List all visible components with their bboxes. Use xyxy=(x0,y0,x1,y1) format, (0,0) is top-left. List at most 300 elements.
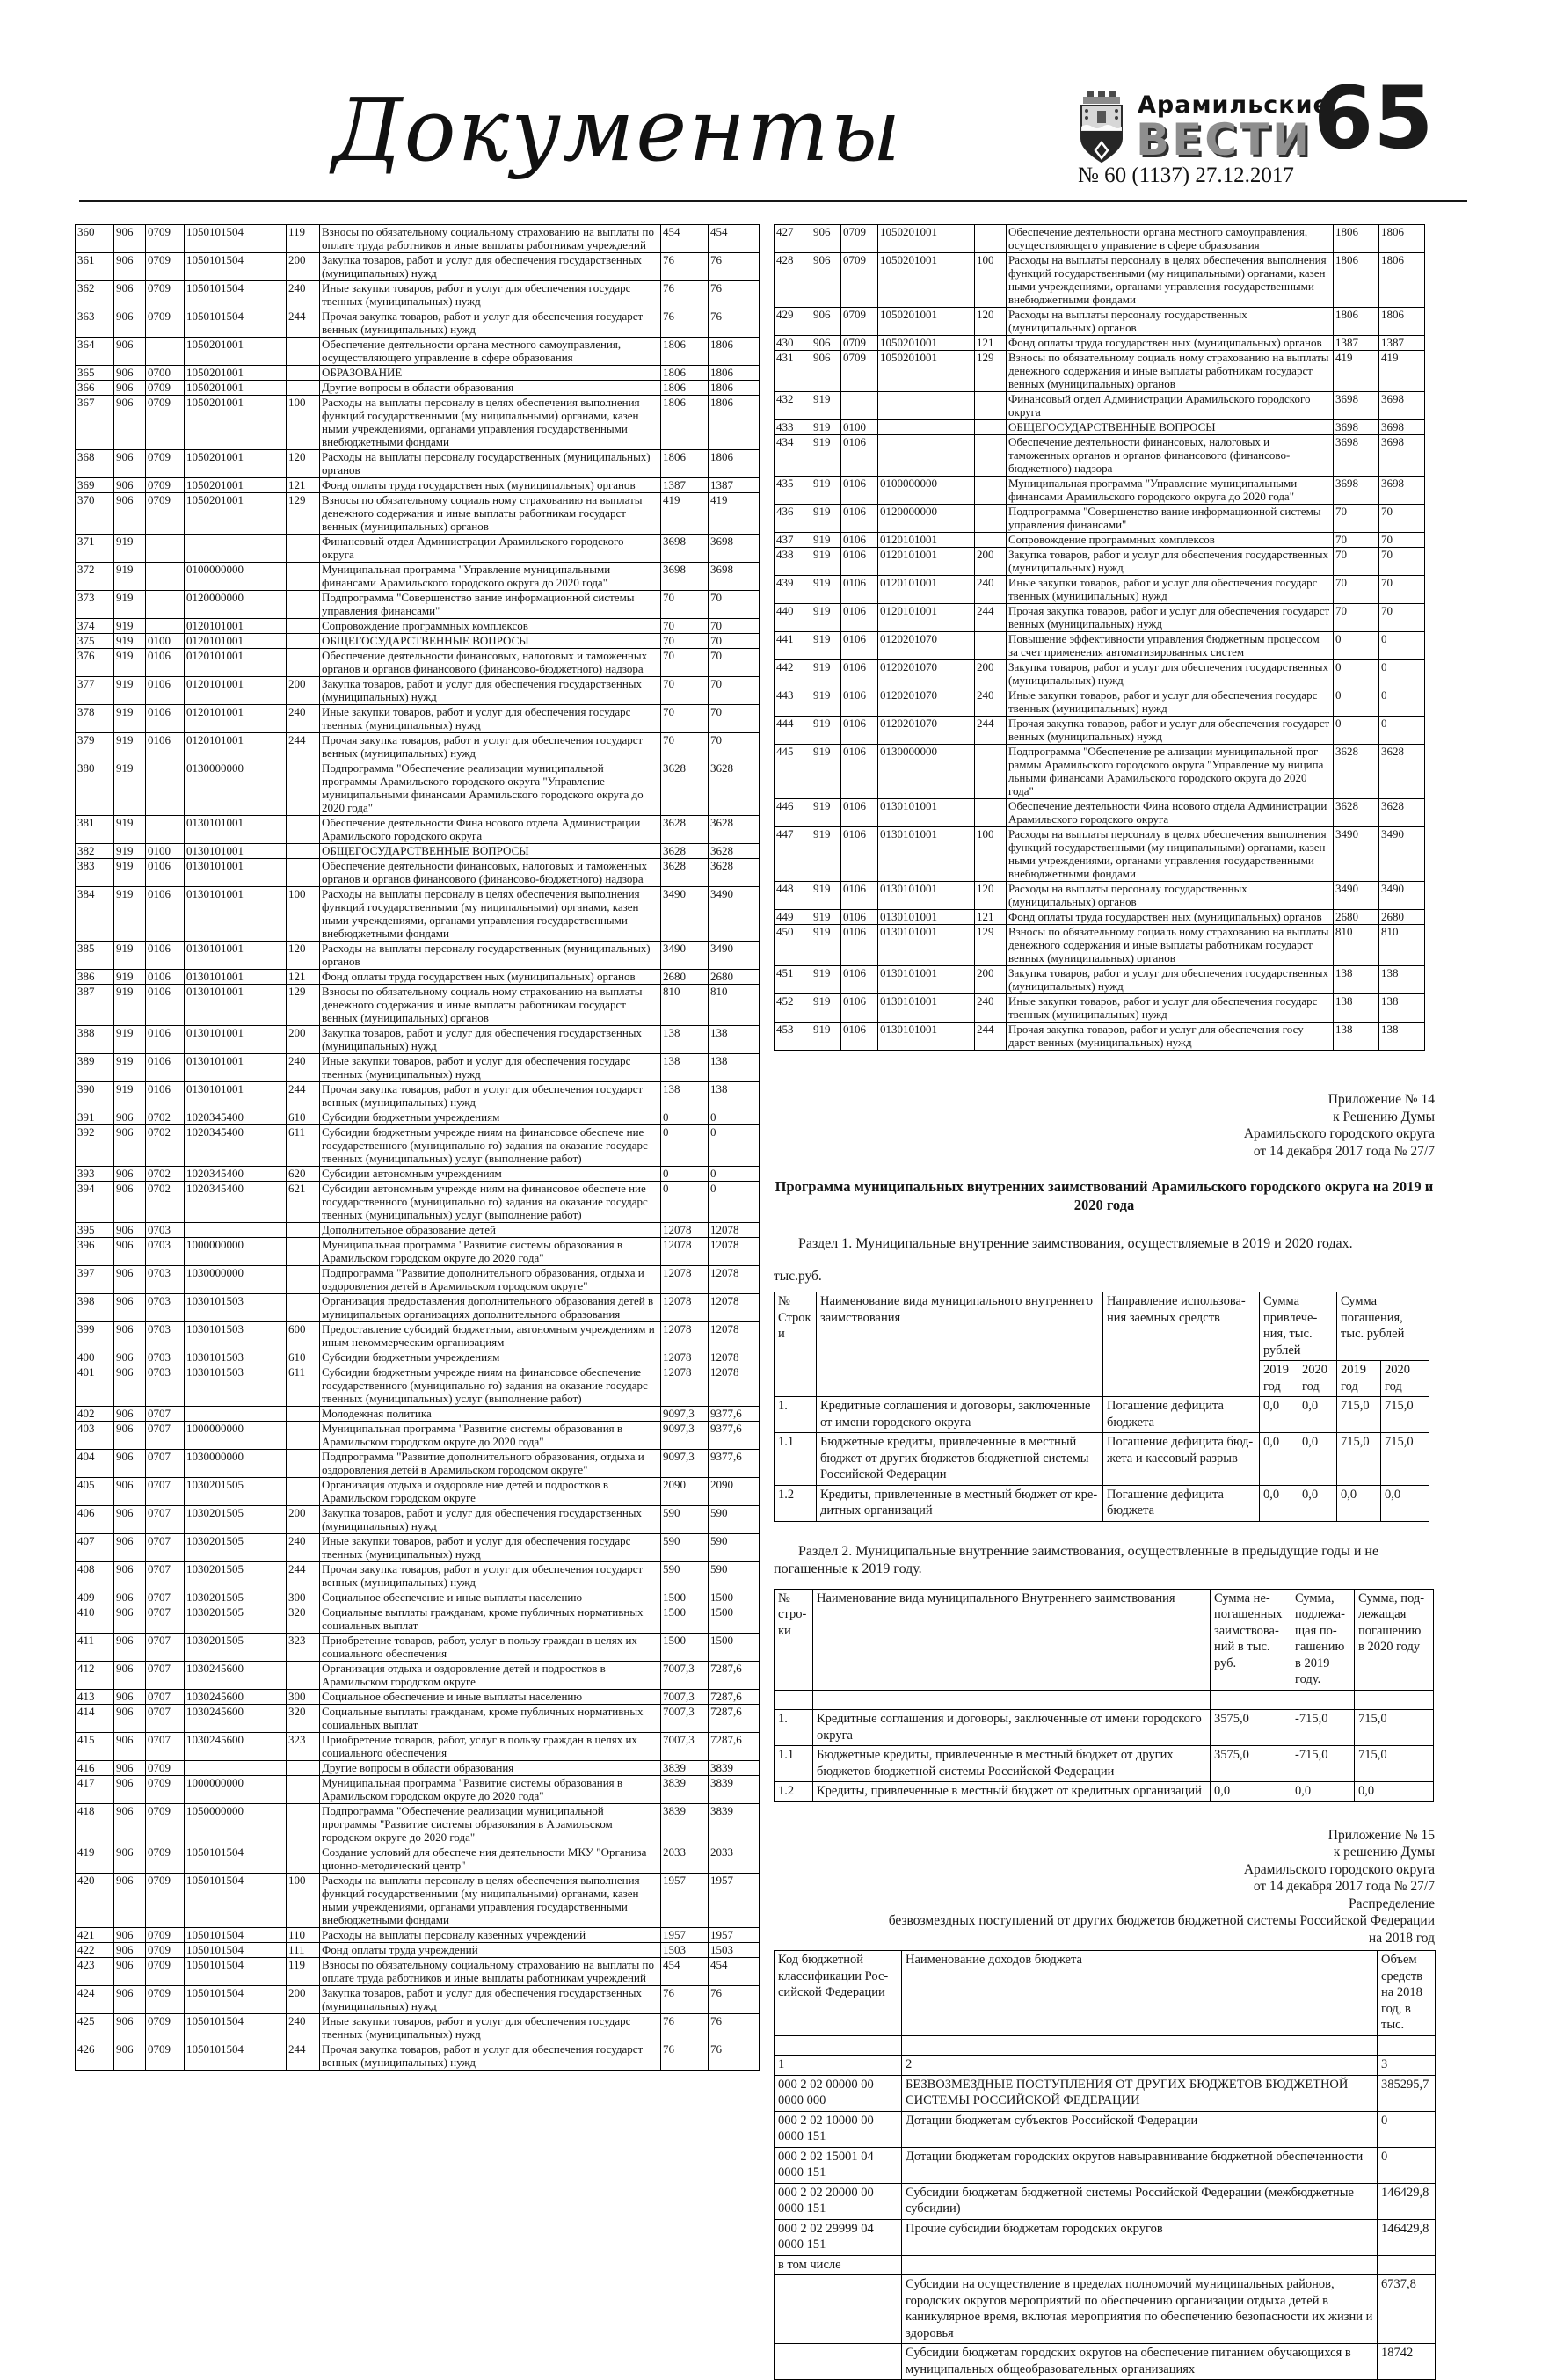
table-cell: Подпрограмма "Развитие дополнительного образования, отдыха и оздоровления детей в Арамильском городском округе" xyxy=(320,1266,661,1294)
table-cell: 70 xyxy=(1379,576,1425,604)
table-row xyxy=(76,1690,760,1705)
table-cell: 1030101503 xyxy=(185,1322,287,1350)
table-cell: 377 xyxy=(76,677,114,705)
table-row xyxy=(76,985,760,1026)
table-cell: 146429,8 xyxy=(1378,2183,1436,2219)
table-cell: 3839 xyxy=(661,1804,709,1845)
table-cell: 0 xyxy=(1334,632,1379,660)
table-cell: 3490 xyxy=(1379,827,1425,882)
table-row xyxy=(775,1292,1429,1361)
table-cell: 320 xyxy=(287,1705,320,1733)
table-cell xyxy=(975,505,1007,533)
table-cell: 0709 xyxy=(146,225,185,253)
table-row xyxy=(76,309,760,338)
table-row xyxy=(76,1450,760,1478)
table-cell: 448 xyxy=(775,882,811,910)
table-cell: 70 xyxy=(709,634,760,649)
table-cell xyxy=(902,2035,1378,2056)
table-row xyxy=(76,1705,760,1733)
table-cell: 0120101001 xyxy=(878,548,975,576)
table-cell: 3698 xyxy=(1379,477,1425,505)
table-row xyxy=(775,548,1425,576)
table-cell: 12078 xyxy=(709,1350,760,1365)
table-cell: 7287,6 xyxy=(709,1705,760,1733)
table-cell: 0709 xyxy=(146,396,185,450)
table-cell: Прочая закупка товаров, работ и услуг для обеспечения государст венных (муниципальных) нужд xyxy=(1007,604,1334,632)
table-cell: 1806 xyxy=(1334,308,1379,336)
table-cell xyxy=(287,816,320,844)
table-cell xyxy=(975,533,1007,548)
table-cell: 919 xyxy=(114,887,146,942)
table-row xyxy=(775,1782,1434,1802)
table-cell: 76 xyxy=(661,253,709,281)
table-cell: 0106 xyxy=(841,882,878,910)
table-row xyxy=(76,563,760,591)
table-cell: 244 xyxy=(975,1023,1007,1051)
table-cell: 1806 xyxy=(661,338,709,366)
table-cell: 362 xyxy=(76,281,114,309)
table-cell: 1030201505 xyxy=(185,1562,287,1590)
table-cell: 0707 xyxy=(146,1705,185,1733)
appendix15-reference xyxy=(774,1827,1435,1947)
table-cell: 403 xyxy=(76,1422,114,1450)
table-cell: 1050101504 xyxy=(185,309,287,338)
table-cell: 919 xyxy=(114,970,146,985)
table-cell: 590 xyxy=(661,1506,709,1534)
table-cell: 1387 xyxy=(1379,336,1425,351)
table-cell: Муниципальная программа "Управление муниципальными финансами Арамильского городского округа до 2020 года" xyxy=(320,563,661,591)
table-cell xyxy=(287,1422,320,1450)
table-header-cell: Объем средств на 2018 год, в тыс. xyxy=(1378,1951,1436,2036)
table-cell: Фонд оплаты труда государствен ных (муниципальных) органов xyxy=(320,970,661,985)
table-cell: Субсидии бюджетным учреждениям xyxy=(320,1350,661,1365)
table-cell: 76 xyxy=(661,309,709,338)
ref-line: на 2018 год xyxy=(1368,1930,1435,1946)
table-cell: 370 xyxy=(76,493,114,535)
table-cell: 1030201505 xyxy=(185,1506,287,1534)
table-cell: 906 xyxy=(114,1845,146,1874)
table-cell: Финансовый отдел Администрации Арамильского городского округа xyxy=(320,535,661,563)
table-cell: 906 xyxy=(114,493,146,535)
table-row xyxy=(76,619,760,634)
table-cell: 0709 xyxy=(146,1761,185,1776)
ref-line: Арамильского городского округа xyxy=(1243,1126,1435,1141)
table-cell: 0709 xyxy=(146,1776,185,1804)
table-cell: 0106 xyxy=(841,505,878,533)
table-cell: 3698 xyxy=(1334,477,1379,505)
table-cell: 410 xyxy=(76,1605,114,1634)
table-cell: Фонд оплаты труда учреждений xyxy=(320,1943,661,1958)
table-cell: ОБЩЕГОСУДАРСТВЕННЫЕ ВОПРОСЫ xyxy=(320,844,661,859)
table-cell: 0 xyxy=(1378,2111,1436,2147)
table-cell: 2033 xyxy=(661,1845,709,1874)
table-cell: 906 xyxy=(114,1928,146,1943)
table-row xyxy=(775,477,1425,505)
table-cell: 0707 xyxy=(146,1590,185,1605)
table-cell xyxy=(287,1407,320,1422)
table-row xyxy=(775,1710,1434,1746)
table-row xyxy=(76,1562,760,1590)
table-cell: 3628 xyxy=(709,844,760,859)
table-cell: 906 xyxy=(114,1110,146,1125)
table-cell xyxy=(775,2035,902,2056)
table-cell: Обеспечение деятельности органа местного самоуправления, осуществляющего управление в сфере образования xyxy=(320,338,661,366)
table-cell: 0709 xyxy=(146,1943,185,1958)
table-cell: 7287,6 xyxy=(709,1662,760,1690)
table-cell: 1957 xyxy=(661,1874,709,1928)
table-cell: 200 xyxy=(975,660,1007,688)
table-cell: 401 xyxy=(76,1365,114,1407)
table-row xyxy=(76,1776,760,1804)
table-cell: 200 xyxy=(287,1026,320,1054)
table-cell: Обеспечение деятельности органа местного самоуправления, осуществляющего управление в сфере образования xyxy=(1007,225,1334,253)
table-cell: 454 xyxy=(661,225,709,253)
table-cell: 3490 xyxy=(1379,882,1425,910)
table-cell: 70 xyxy=(661,649,709,677)
table-row xyxy=(76,366,760,381)
table-cell: 453 xyxy=(775,1023,811,1051)
table-cell xyxy=(287,1662,320,1690)
table-cell: -715,0 xyxy=(1291,1710,1355,1746)
table-cell: Погашение дефицита бюд- жета и кассовый разрыв xyxy=(1103,1433,1260,1486)
table-cell: 454 xyxy=(709,225,760,253)
table-cell: 76 xyxy=(709,309,760,338)
table-cell: Финансовый отдел Администрации Арамильского городского округа xyxy=(1007,392,1334,420)
table-cell: 70 xyxy=(709,619,760,634)
table-row xyxy=(775,2075,1436,2111)
table-row xyxy=(76,1223,760,1238)
table-cell: 378 xyxy=(76,705,114,733)
table-row xyxy=(76,761,760,816)
table-row xyxy=(775,1951,1436,2036)
table-cell: 000 2 02 15001 04 0000 151 xyxy=(775,2147,902,2183)
table-cell xyxy=(775,2275,902,2344)
table-cell: 12078 xyxy=(661,1238,709,1266)
table-cell: 3698 xyxy=(709,535,760,563)
table-cell: 402 xyxy=(76,1407,114,1422)
table-cell: 0106 xyxy=(841,576,878,604)
table-cell: 1050101504 xyxy=(185,253,287,281)
table-cell: 906 xyxy=(114,225,146,253)
table-cell: 446 xyxy=(775,799,811,827)
table-cell: 1 xyxy=(775,2056,902,2076)
table-cell: БЕЗВОЗМЕЗДНЫЕ ПОСТУПЛЕНИЯ ОТ ДРУГИХ БЮДЖЕТОВ БЮДЖЕТНОЙ СИСТЕМЫ РОССИЙСКОЙ ФЕДЕРАЦИИ xyxy=(902,2075,1378,2111)
table-cell: 715,0 xyxy=(1381,1397,1429,1433)
table-cell: 906 xyxy=(114,366,146,381)
table-cell: 0709 xyxy=(146,1928,185,1943)
table-cell: 146429,8 xyxy=(1378,2219,1436,2255)
table-cell: 0707 xyxy=(146,1422,185,1450)
table-cell: 0,0 xyxy=(1260,1397,1298,1433)
table-cell: 70 xyxy=(661,733,709,761)
table-row xyxy=(775,745,1425,799)
table-row xyxy=(775,2056,1436,2076)
table-cell: Повышение эффективности управления бюджетным процессом за счет применения автоматизированных систем xyxy=(1007,632,1334,660)
table-cell: 398 xyxy=(76,1294,114,1322)
table-cell: Субсидии автономным учреждениям xyxy=(320,1167,661,1182)
table-cell: 906 xyxy=(114,381,146,396)
table-cell xyxy=(287,1450,320,1478)
table-cell: 70 xyxy=(661,634,709,649)
table-cell xyxy=(185,1223,287,1238)
table-cell: Сопровождение программных комплексов xyxy=(320,619,661,634)
table-cell: 323 xyxy=(287,1733,320,1761)
table-cell: 1050201001 xyxy=(878,308,975,336)
table-cell: Дотации бюджетам городских округов навыравнивание бюджетной обеспеченности xyxy=(902,2147,1378,2183)
table-cell: 0106 xyxy=(841,799,878,827)
table-cell: 1050101504 xyxy=(185,281,287,309)
table-cell: 375 xyxy=(76,634,114,649)
table-cell: 1806 xyxy=(1379,225,1425,253)
ref-line: от 14 декабря 2017 года № 27/7 xyxy=(1253,1143,1435,1159)
table-cell: -715,0 xyxy=(1291,1746,1355,1782)
table-cell: 1030201505 xyxy=(185,1605,287,1634)
table-cell: 0106 xyxy=(841,1023,878,1051)
table-cell: Прочая закупка товаров, работ и услуг для обеспечения государст венных (муниципальных) нужд xyxy=(320,309,661,338)
table-cell: 138 xyxy=(661,1082,709,1110)
table-cell: 906 xyxy=(114,1590,146,1605)
left-column xyxy=(75,224,759,2071)
table-cell: 0700 xyxy=(146,366,185,381)
table-cell: 1957 xyxy=(709,1874,760,1928)
table-cell: Прочая закупка товаров, работ и услуг для обеспечения государст венных (муниципальных) нужд xyxy=(1007,717,1334,745)
table-cell xyxy=(287,634,320,649)
table-cell: 919 xyxy=(114,942,146,970)
table-cell xyxy=(841,392,878,420)
table-cell: 0707 xyxy=(146,1605,185,1634)
table-row xyxy=(76,396,760,450)
table-cell: 371 xyxy=(76,535,114,563)
table-cell: 111 xyxy=(287,1943,320,1958)
table-cell: 0130000000 xyxy=(878,745,975,799)
table-cell: 919 xyxy=(811,882,841,910)
table-cell: 70 xyxy=(1334,548,1379,576)
table-cell: 411 xyxy=(76,1634,114,1662)
table-cell: 240 xyxy=(287,705,320,733)
table-cell: Иные закупки товаров, работ и услуг для обеспечения государс твенных (муниципальных) нужд xyxy=(1007,576,1334,604)
table-cell: 240 xyxy=(287,2014,320,2042)
table-cell: 919 xyxy=(811,925,841,966)
table-cell: 0702 xyxy=(146,1167,185,1182)
table-cell: ОБЩЕГОСУДАРСТВЕННЫЕ ВОПРОСЫ xyxy=(1007,420,1334,435)
table-cell: 0120101001 xyxy=(878,576,975,604)
table-row xyxy=(775,225,1425,253)
table-cell: 438 xyxy=(775,548,811,576)
table-cell xyxy=(146,591,185,619)
table-cell: 76 xyxy=(661,281,709,309)
table-cell: 0106 xyxy=(146,733,185,761)
table-cell: 70 xyxy=(1334,505,1379,533)
table-cell: Сопровождение программных комплексов xyxy=(1007,533,1334,548)
table-cell: 919 xyxy=(114,859,146,887)
table-row xyxy=(775,1397,1429,1433)
table-cell xyxy=(1378,2035,1436,2056)
table-cell: Иные закупки товаров, работ и услуг для обеспечения государс твенных (муниципальных) нужд xyxy=(320,281,661,309)
table-cell: 407 xyxy=(76,1534,114,1562)
table-cell: 450 xyxy=(775,925,811,966)
table-row xyxy=(775,351,1425,392)
table-cell: 399 xyxy=(76,1322,114,1350)
table-cell: 3628 xyxy=(1334,745,1379,799)
table-cell: 0106 xyxy=(841,477,878,505)
table-cell: 320 xyxy=(287,1605,320,1634)
table-cell: 1050201001 xyxy=(185,493,287,535)
table-cell: 0702 xyxy=(146,1125,185,1167)
table-cell: 1050201001 xyxy=(185,450,287,478)
table-cell: 7007,3 xyxy=(661,1705,709,1733)
table-cell: 0130101001 xyxy=(185,942,287,970)
table-cell xyxy=(287,619,320,634)
table-cell: 0707 xyxy=(146,1690,185,1705)
table-cell: Субсидии автономным учрежде ниям на финансовое обеспече ние государственного (муниципально го) задания на оказание государс твенных (муниципальных) услуг (выполнение работ) xyxy=(320,1182,661,1223)
table-cell: 906 xyxy=(114,1450,146,1478)
table-cell: 200 xyxy=(975,548,1007,576)
table-row xyxy=(775,1433,1429,1486)
table-cell: 1500 xyxy=(709,1634,760,1662)
table-cell: 385 xyxy=(76,942,114,970)
table-cell: 0106 xyxy=(841,548,878,576)
table-cell: 7287,6 xyxy=(709,1690,760,1705)
table-cell: 6737,8 xyxy=(1378,2275,1436,2344)
table-cell: 323 xyxy=(287,1634,320,1662)
table-cell: 3 xyxy=(1378,2056,1436,2076)
table-cell: 138 xyxy=(1334,994,1379,1023)
table-row xyxy=(775,1690,1434,1710)
table-cell: 120 xyxy=(975,882,1007,910)
table-cell: 9097,3 xyxy=(661,1450,709,1478)
table-cell: Расходы на выплаты персоналу в целях обеспечения выполнения функций государственными (му ниципальными) органами, казен ными учреждениями, органами управления государственными внебюджетными фондами xyxy=(320,1874,661,1928)
table-row xyxy=(775,392,1425,420)
table-row xyxy=(76,1026,760,1054)
table-cell: 138 xyxy=(709,1026,760,1054)
table-cell: 3490 xyxy=(1334,882,1379,910)
table-cell: 70 xyxy=(709,733,760,761)
table-cell: 906 xyxy=(114,1634,146,1662)
table-cell: 389 xyxy=(76,1054,114,1082)
table-cell xyxy=(287,844,320,859)
table-cell: 715,0 xyxy=(1337,1433,1381,1486)
table-cell: Взносы по обязательному социальному страхованию на выплаты по оплате труда работников и иные выплаты работникам учреждений xyxy=(320,1958,661,1986)
table-cell: 368 xyxy=(76,450,114,478)
table-cell: 0,0 xyxy=(1211,1782,1291,1802)
table-cell: 1806 xyxy=(709,450,760,478)
table-cell: 12078 xyxy=(709,1266,760,1294)
table-cell: Подпрограмма "Обеспечение реализации муниципальной программы "Развитие системы образования в Арамильском городском округе до 2020 года" xyxy=(320,1804,661,1845)
table-cell: 906 xyxy=(114,1776,146,1804)
table-cell: 12078 xyxy=(661,1322,709,1350)
table-row xyxy=(76,1266,760,1294)
table-cell: Прочая закупка товаров, работ и услуг для обеспечения государст венных (муниципальных) нужд xyxy=(320,1082,661,1110)
table-cell: 12078 xyxy=(709,1365,760,1407)
table-cell: 129 xyxy=(287,985,320,1026)
table-cell: 906 xyxy=(114,309,146,338)
table-row xyxy=(76,1407,760,1422)
table-cell: 376 xyxy=(76,649,114,677)
table-cell: 0106 xyxy=(841,827,878,882)
table-row xyxy=(76,1845,760,1874)
table-cell: 906 xyxy=(811,308,841,336)
table-cell xyxy=(287,591,320,619)
table-cell: 100 xyxy=(287,1874,320,1928)
table-cell: 906 xyxy=(114,1182,146,1223)
budget-table-left xyxy=(75,224,760,2071)
table-row xyxy=(775,2275,1436,2344)
table-cell: 12078 xyxy=(709,1322,760,1350)
table-cell: Бюджетные кредиты, привлеченные в местный бюджет от других бюджетов бюджетной системы Российской Федерации xyxy=(817,1433,1103,1486)
table-header-cell: Сумма погашения, тыс. рублей xyxy=(1337,1292,1429,1361)
table-cell: 9097,3 xyxy=(661,1407,709,1422)
table-cell: Кредиты, привлеченные в местный бюджет от кре- дитных организаций xyxy=(817,1485,1103,1521)
table-cell: Иные закупки товаров, работ и услуг для обеспечения государс твенных (муниципальных) нужд xyxy=(320,2014,661,2042)
table-cell: 369 xyxy=(76,478,114,493)
table-cell: Субсидии бюджетным учреждениям xyxy=(320,1110,661,1125)
table-cell: 0106 xyxy=(146,985,185,1026)
ref-line: от 14 декабря 2017 года № 27/7 xyxy=(1253,1879,1435,1894)
table-cell: 0130101001 xyxy=(878,910,975,925)
table-cell: 0106 xyxy=(841,604,878,632)
table-cell: 76 xyxy=(661,1986,709,2014)
table-row xyxy=(775,925,1425,966)
table-cell: 244 xyxy=(975,717,1007,745)
table-cell xyxy=(878,420,975,435)
table-cell: 1500 xyxy=(661,1634,709,1662)
table-cell: 240 xyxy=(287,281,320,309)
table-cell: 1806 xyxy=(1379,253,1425,308)
table-cell: 919 xyxy=(811,827,841,882)
table-cell: 413 xyxy=(76,1690,114,1705)
table-cell: 1020345400 xyxy=(185,1125,287,1167)
table-cell: 396 xyxy=(76,1238,114,1266)
table-cell: 810 xyxy=(661,985,709,1026)
table-cell: 76 xyxy=(709,2042,760,2071)
table-cell: 138 xyxy=(1379,1023,1425,1051)
table-cell xyxy=(1291,1690,1355,1710)
table-row xyxy=(76,493,760,535)
table-cell: 919 xyxy=(811,745,841,799)
table-cell: 76 xyxy=(709,1986,760,2014)
table-cell: 3628 xyxy=(709,859,760,887)
table-row xyxy=(76,1534,760,1562)
table-cell: 405 xyxy=(76,1478,114,1506)
table-cell: 590 xyxy=(661,1562,709,1590)
table-cell: Социальные выплаты гражданам, кроме публичных нормативных социальных выплат xyxy=(320,1605,661,1634)
table-row xyxy=(76,338,760,366)
table-cell: Подпрограмма "Совершенство вание информационной системы управления финансами" xyxy=(320,591,661,619)
table-cell: Организация отдыха и оздоровление детей и подростков в Арамильском городском округе xyxy=(320,1662,661,1690)
table-cell: 364 xyxy=(76,338,114,366)
table-cell: 0 xyxy=(709,1167,760,1182)
table-cell: 70 xyxy=(1334,604,1379,632)
table-cell: 0709 xyxy=(146,1986,185,2014)
table-cell: 121 xyxy=(287,478,320,493)
table-cell: 3490 xyxy=(1334,827,1379,882)
table-row xyxy=(775,1746,1434,1782)
table-cell: 0120101001 xyxy=(185,733,287,761)
table-cell: 360 xyxy=(76,225,114,253)
table-cell xyxy=(185,535,287,563)
table-cell: 3839 xyxy=(661,1761,709,1776)
table-cell: 919 xyxy=(811,632,841,660)
table-header-cell: Сумма привлече- ния, тыс. рублей xyxy=(1260,1292,1337,1361)
table-cell: 1050101504 xyxy=(185,1874,287,1928)
table-cell: Погашение дефицита бюджета xyxy=(1103,1397,1260,1433)
table-cell: 3575,0 xyxy=(1211,1746,1291,1782)
table-cell: 0709 xyxy=(146,253,185,281)
table-cell: 1387 xyxy=(661,478,709,493)
table-cell: 361 xyxy=(76,253,114,281)
table-cell: Субсидии бюджетам бюджетной системы Российской Федерации (межбюджетные субсидии) xyxy=(902,2183,1378,2219)
table-cell: 1957 xyxy=(661,1928,709,1943)
